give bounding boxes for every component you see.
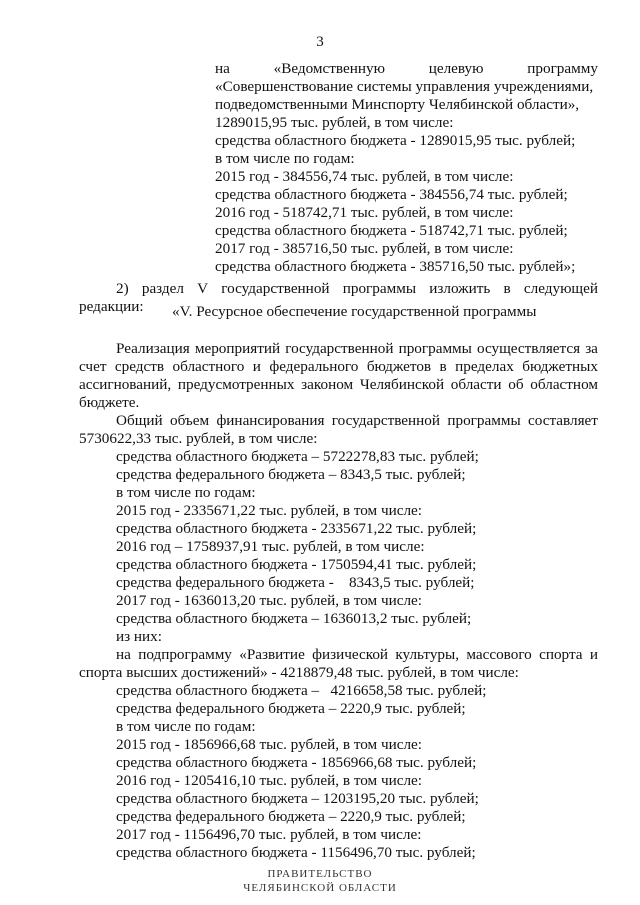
block1-line: подведомственными Минспорту Челябинской области», bbox=[215, 96, 580, 113]
block1-line: в том числе по годам: bbox=[215, 150, 355, 167]
word: подпрограмму bbox=[138, 646, 232, 663]
word: финансирования bbox=[216, 412, 325, 429]
footer-organization-line1: ПРАВИТЕЛЬСТВО bbox=[267, 868, 373, 880]
word: мероприятий bbox=[194, 340, 281, 357]
para1-line3 bbox=[79, 376, 598, 394]
word: средств bbox=[114, 358, 165, 375]
word: раздел bbox=[141, 280, 184, 297]
word: бюджетов bbox=[366, 358, 432, 375]
word: счет bbox=[79, 358, 107, 375]
word: программу bbox=[527, 60, 598, 77]
para1-line1 bbox=[116, 340, 598, 358]
word: об bbox=[508, 376, 524, 393]
para2-line: 2015 год - 2335671,22 тыс. рублей, в том числе: bbox=[116, 502, 423, 519]
section-heading: «V. Ресурсное обеспечение государственной программы bbox=[172, 303, 537, 320]
block1-line: 1289015,95 тыс. рублей, в том числе: bbox=[215, 114, 454, 131]
word: Общий bbox=[116, 412, 163, 429]
word: культуры, bbox=[395, 646, 460, 663]
para3-line: средства областного бюджета - 1156496,70 тыс. рублей; bbox=[116, 844, 476, 861]
para2-line: 2016 год – 1758937,91 тыс. рублей, в том числе: bbox=[116, 538, 425, 555]
word: следующей bbox=[523, 280, 598, 297]
block1-line: 2015 год - 384556,74 тыс. рублей, в том числе: bbox=[215, 168, 514, 185]
para3-line: в том числе по годам: bbox=[116, 718, 256, 735]
word: «Ведомственную bbox=[273, 60, 385, 77]
word: законом bbox=[301, 376, 354, 393]
para3-line2: спорта высших достижений» - 4218879,48 тыс. рублей, в том числе: bbox=[79, 664, 519, 681]
para1-line4: бюджете. bbox=[79, 394, 140, 411]
para3-line: средства областного бюджета - 1856966,68 тыс. рублей; bbox=[116, 754, 477, 771]
para2-line: в том числе по годам: bbox=[116, 484, 256, 501]
para2-line2: 5730622,33 тыс. рублей, в том числе: bbox=[79, 430, 318, 447]
block1-line: средства областного бюджета - 384556,74 тыс. рублей; bbox=[215, 186, 568, 203]
para2-line: средства областного бюджета – 1636013,2 тыс. рублей; bbox=[116, 610, 472, 627]
word: бюджетных bbox=[522, 358, 598, 375]
word: предусмотренных bbox=[177, 376, 295, 393]
para3-line: 2017 год - 1156496,70 тыс. рублей, в том числе: bbox=[116, 826, 422, 843]
word: целевую bbox=[428, 60, 484, 77]
para2-line: 2017 год - 1636013,20 тыс. рублей, в том числе: bbox=[116, 592, 423, 609]
word: осуществляется bbox=[476, 340, 581, 357]
block1-line: «Совершенствование системы управления учреждениями, bbox=[215, 78, 594, 95]
word: составляет bbox=[528, 412, 598, 429]
word: федерального bbox=[269, 358, 359, 375]
word: пределах bbox=[455, 358, 514, 375]
block1-line: 2017 год - 385716,50 тыс. рублей, в том числе: bbox=[215, 240, 514, 257]
word: ассигнований, bbox=[79, 376, 172, 393]
word: на bbox=[116, 646, 131, 663]
word: 2) bbox=[116, 280, 129, 297]
item2-line2: редакции: bbox=[79, 298, 144, 315]
block1-line: средства областного бюджета - 518742,71 тыс. рублей; bbox=[215, 222, 568, 239]
para2-line: средства областного бюджета – 5722278,83 тыс. рублей; bbox=[116, 448, 479, 465]
word: области bbox=[450, 376, 502, 393]
word: в bbox=[503, 280, 511, 297]
para2-line: средства федерального бюджета – 8343,5 тыс. рублей; bbox=[116, 466, 466, 483]
word: государственной bbox=[285, 340, 394, 357]
word: физической bbox=[312, 646, 389, 663]
para3-line: 2015 год - 1856966,68 тыс. рублей, в том числе: bbox=[116, 736, 423, 753]
para2-line: из них: bbox=[116, 628, 162, 645]
word: государственной bbox=[221, 280, 330, 297]
word: спорта bbox=[539, 646, 583, 663]
page-number: 3 bbox=[316, 34, 324, 50]
para3-line: средства федерального бюджета – 2220,9 тыс. рублей; bbox=[116, 808, 466, 825]
word: V bbox=[197, 280, 209, 297]
word: Реализация bbox=[116, 340, 190, 357]
word: государственной bbox=[331, 412, 441, 429]
item2-line1 bbox=[116, 280, 598, 298]
para3-line1 bbox=[116, 646, 598, 664]
para2-line1 bbox=[116, 412, 598, 430]
para3-line: средства областного бюджета – 4216658,58 тыс. рублей; bbox=[116, 682, 487, 699]
word: на bbox=[215, 60, 230, 77]
para3-line: средства федерального бюджета – 2220,9 тыс. рублей; bbox=[116, 700, 466, 717]
para2-line: средства областного бюджета - 2335671,22 тыс. рублей; bbox=[116, 520, 477, 537]
word: за bbox=[585, 340, 598, 357]
word: объем bbox=[169, 412, 210, 429]
word: «Развитие bbox=[239, 646, 305, 663]
word: областном bbox=[530, 376, 598, 393]
block1-line: 2016 год - 518742,71 тыс. рублей, в том числе: bbox=[215, 204, 514, 221]
word: и bbox=[252, 358, 261, 375]
block1-first-line bbox=[215, 60, 598, 78]
word: областного bbox=[172, 358, 245, 375]
word: массового bbox=[466, 646, 532, 663]
para3-line: 2016 год - 1205416,10 тыс. рублей, в том числе: bbox=[116, 772, 423, 789]
word: программы bbox=[447, 412, 521, 429]
word: изложить bbox=[429, 280, 491, 297]
word: и bbox=[589, 646, 598, 663]
para3-line: средства областного бюджета – 1203195,20 тыс. рублей; bbox=[116, 790, 479, 807]
para1-line2 bbox=[79, 358, 598, 376]
block1-line: средства областного бюджета - 1289015,95 тыс. рублей; bbox=[215, 132, 576, 149]
word: программы bbox=[398, 340, 472, 357]
footer-organization-line2: ЧЕЛЯБИНСКОЙ ОБЛАСТИ bbox=[243, 882, 397, 894]
word: в bbox=[439, 358, 447, 375]
word: Челябинской bbox=[359, 376, 445, 393]
para2-line: средства областного бюджета - 1750594,41 тыс. рублей; bbox=[116, 556, 477, 573]
word: программы bbox=[342, 280, 417, 297]
block1-line: средства областного бюджета - 385716,50 тыс. рублей»; bbox=[215, 258, 576, 275]
para2-line: средства федерального бюджета - 8343,5 тыс. рублей; bbox=[116, 574, 475, 591]
